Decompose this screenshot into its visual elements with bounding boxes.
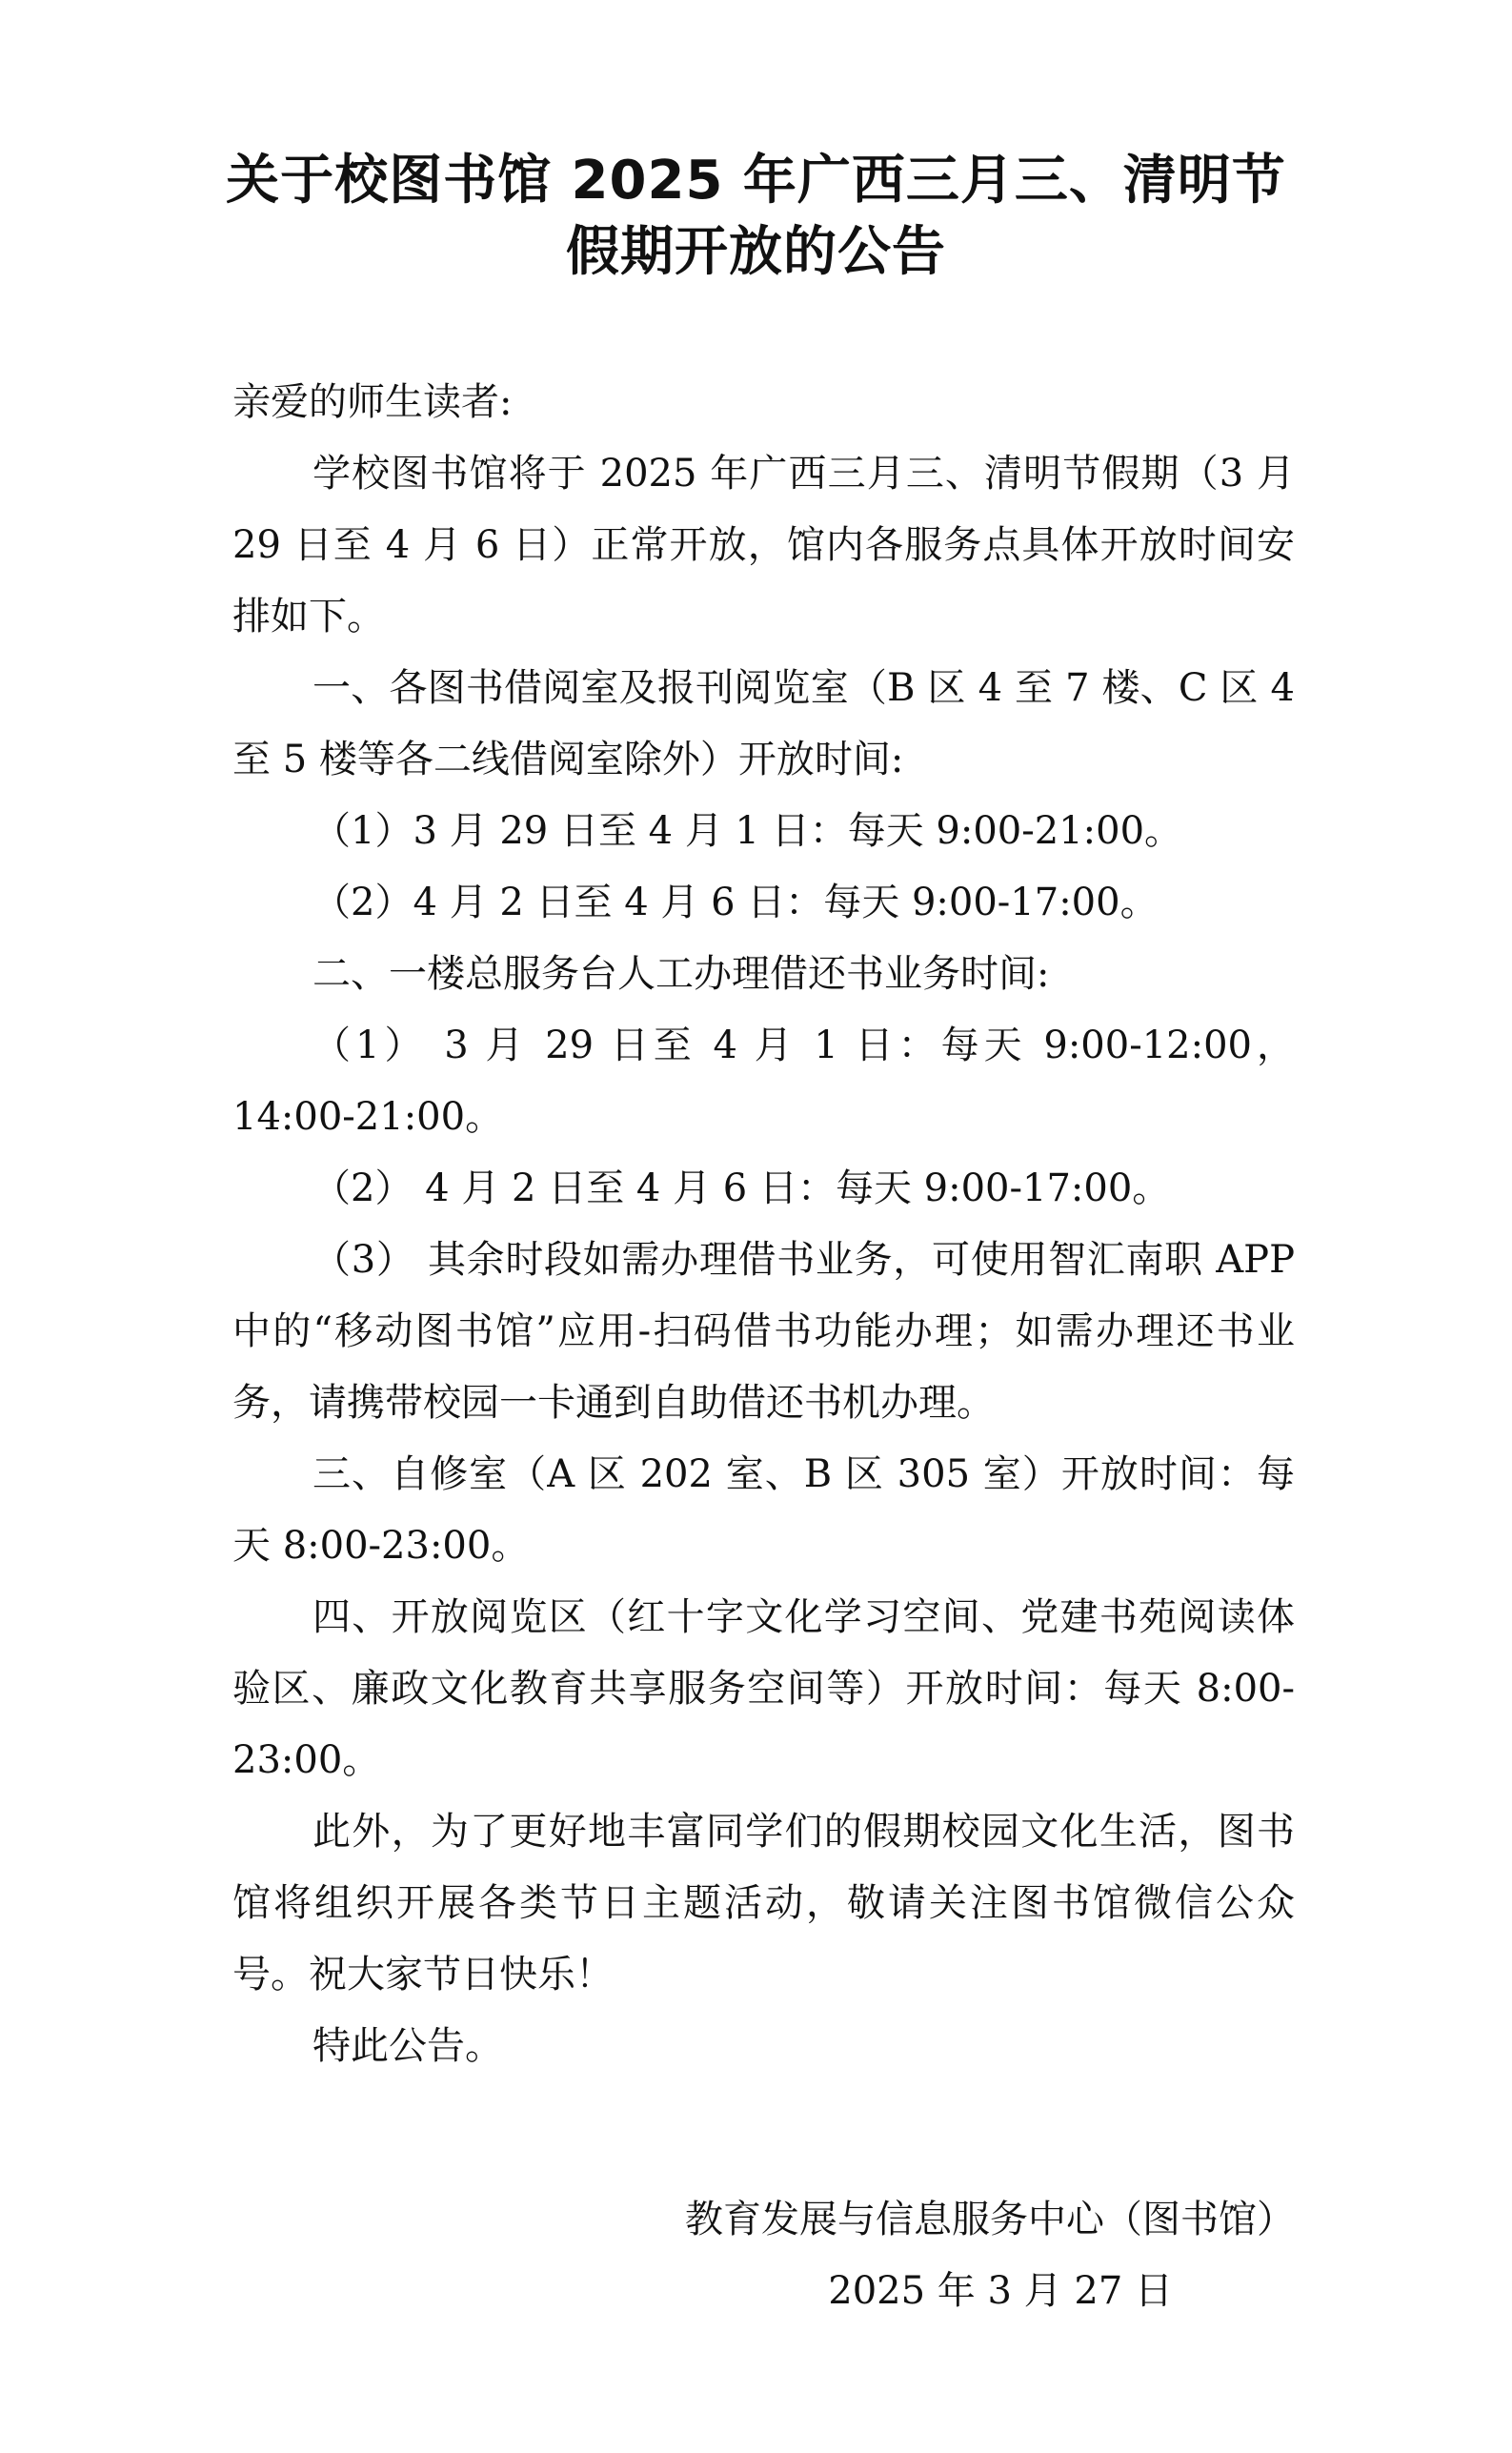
section-4-paragraph: 四、开放阅览区（红十字文化学习空间、党建书苑阅读体验区、廉政文化教育共享服务空间等）开放时间：每天 8:00-23:00。 (232, 1595, 1295, 1782)
greeting: 亲爱的师生读者: (232, 380, 513, 424)
title-line-1: 关于校图书馆 2025 年广西三月三、清明节 (226, 150, 1286, 212)
section-2-item-2: （2） 4 月 2 日至 4 月 6 日：每天 9:00-17:00。 (312, 1166, 1171, 1210)
document-body (232, 367, 1295, 2082)
closing-paragraph: 此外，为了更好地丰富同学们的假期校园文化生活，图书馆将组织开展各类节日主题活动，敬请关注图书馆微信公众号。祝大家节日快乐！ (232, 1810, 1295, 1997)
signature-block (685, 2184, 1295, 2327)
section-2-heading: 二、一楼总服务台人工办理借还书业务时间: (312, 952, 1050, 996)
section-2-item-1: （1） 3 月 29 日至 4 月 1 日：每天 9:00-12:00，14:00-21:00。 (232, 1024, 1295, 1139)
signature-organization: 教育发展与信息服务中心（图书馆） (685, 2198, 1295, 2241)
final-notice: 特此公告。 (312, 2024, 503, 2068)
section-1-item-2: （2）4 月 2 日至 4 月 6 日：每天 9:00-17:00。 (312, 881, 1159, 924)
section-1-item-1: （1）3 月 29 日至 4 月 1 日：每天 9:00-21:00。 (312, 809, 1183, 853)
section-3-paragraph: 三、自修室（A 区 202 室、B 区 305 室）开放时间：每天 8:00-23:00。 (232, 1452, 1295, 1568)
title-line-2: 假期开放的公告 (566, 221, 946, 283)
intro-paragraph: 学校图书馆将于 2025 年广西三月三、清明节假期（3 月 29 日至 4 月 6 日）正常开放，馆内各服务点具体开放时间安排如下。 (232, 452, 1295, 639)
section-2-item-3: （3） 其余时段如需办理借书业务，可使用智汇南职 APP 中的“移动图书馆”应用-扫码借书功能办理；如需办理还书业务，请携带校园一卡通到自助借还书机办理。 (232, 1238, 1295, 1425)
section-1-heading: 一、各图书借阅室及报刊阅览室（B 区 4 至 7 楼、C 区 4 至 5 楼等各二线借阅室除外）开放时间: (232, 666, 1295, 781)
document-title (191, 145, 1321, 288)
signature-date: 2025 年 3 月 27 日 (828, 2269, 1173, 2313)
